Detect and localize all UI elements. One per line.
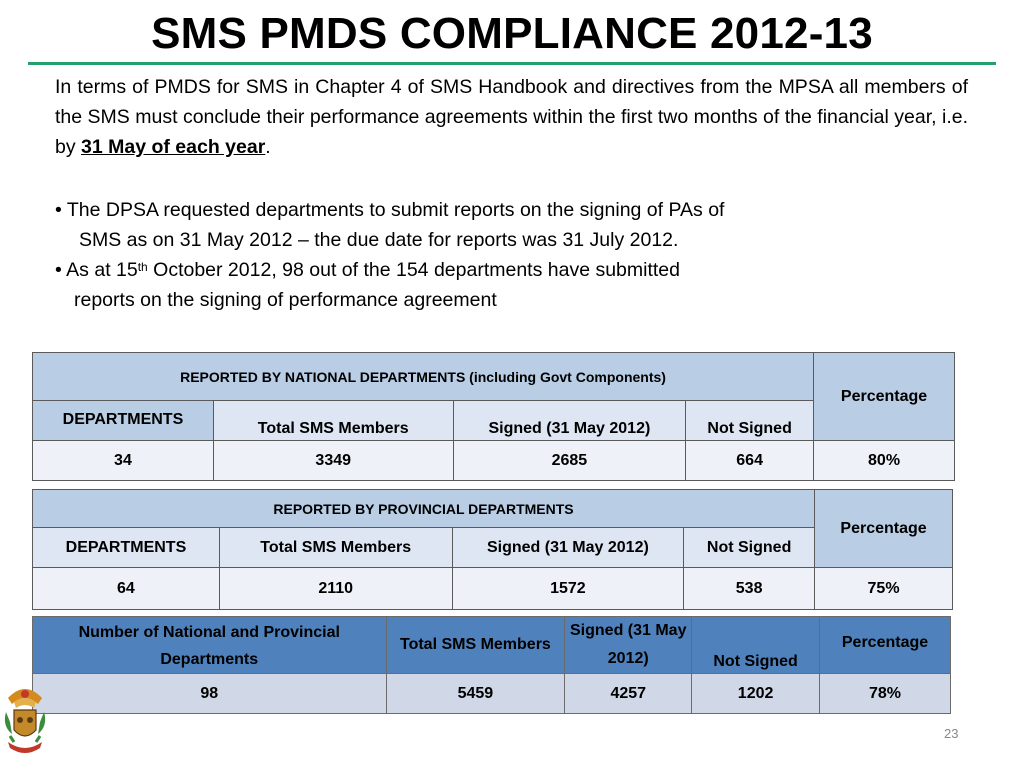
bullet-2-rest: October 2012, 98 out of the 154 departments have submitted xyxy=(147,259,680,281)
intro-deadline: 31 May of each year xyxy=(81,136,266,158)
combined-col-departments: Number of National and Provincial Departments xyxy=(33,617,387,674)
national-banner: REPORTED BY NATIONAL DEPARTMENTS (including Govt Components) xyxy=(33,353,814,401)
provincial-cell-total: 2110 xyxy=(219,568,452,610)
slide-title: SMS PMDS COMPLIANCE 2012-13 xyxy=(151,9,873,58)
combined-table xyxy=(32,616,951,714)
provincial-col-total: Total SMS Members xyxy=(219,528,452,568)
combined-col-signed: Signed (31 May 2012) xyxy=(565,617,692,674)
combined-cell-percentage: 78% xyxy=(820,674,951,714)
national-cell-total: 3349 xyxy=(213,441,453,481)
provincial-col-not-signed: Not Signed xyxy=(684,528,815,568)
bullet-2-line-1 xyxy=(55,255,968,285)
bullet-2-prefix: • As at 15 xyxy=(55,259,138,281)
national-cell-signed: 2685 xyxy=(453,441,686,481)
combined-cell-departments: 98 xyxy=(33,674,387,714)
national-col-departments: DEPARTMENTS xyxy=(33,401,214,441)
provincial-cell-signed: 1572 xyxy=(452,568,684,610)
national-col-not-signed: Not Signed xyxy=(686,401,814,441)
title-divider xyxy=(28,62,996,65)
national-cell-percentage: 80% xyxy=(814,441,955,481)
national-cell-departments: 34 xyxy=(33,441,214,481)
combined-cell-not-signed: 1202 xyxy=(692,674,820,714)
provincial-cell-percentage: 75% xyxy=(815,568,953,610)
provincial-banner: REPORTED BY PROVINCIAL DEPARTMENTS xyxy=(33,490,815,528)
bullet-2-sup: th xyxy=(137,260,148,274)
bullet-1-line-2: SMS as on 31 May 2012 – the due date for reports was 31 July 2012. xyxy=(79,229,679,251)
national-col-total: Total SMS Members xyxy=(213,401,453,441)
intro-text: In terms of PMDS for SMS in Chapter 4 of SMS Handbook and directives from the MPSA all members of the SMS must conclude their performance agreements within the first two months of the financial year, i.e. by xyxy=(55,76,968,158)
page-number: 23 xyxy=(944,726,959,741)
bullet-2-line-2: reports on the signing of performance agreement xyxy=(74,289,497,311)
intro-end: . xyxy=(265,136,271,158)
provincial-col-signed: Signed (31 May 2012) xyxy=(452,528,684,568)
provincial-percentage-header: Percentage xyxy=(815,490,953,568)
provincial-cell-departments: 64 xyxy=(33,568,220,610)
national-cell-not-signed: 664 xyxy=(686,441,814,481)
combined-col-not-signed: Not Signed xyxy=(692,617,820,674)
intro-paragraph xyxy=(55,72,968,162)
national-table xyxy=(32,352,955,481)
national-percentage-header: Percentage xyxy=(814,353,955,441)
bullet-1-line-1: • The DPSA requested departments to submit reports on the signing of PAs of xyxy=(55,199,725,221)
provincial-col-departments: DEPARTMENTS xyxy=(33,528,220,568)
provincial-table xyxy=(32,489,953,610)
national-col-signed: Signed (31 May 2012) xyxy=(453,401,686,441)
provincial-cell-not-signed: 538 xyxy=(684,568,815,610)
combined-col-percentage: Percentage xyxy=(820,617,951,674)
combined-col-total: Total SMS Members xyxy=(386,617,565,674)
combined-cell-total: 5459 xyxy=(386,674,565,714)
combined-cell-signed: 4257 xyxy=(565,674,692,714)
coat-of-arms-icon xyxy=(0,682,50,768)
bullet-list xyxy=(55,195,968,315)
